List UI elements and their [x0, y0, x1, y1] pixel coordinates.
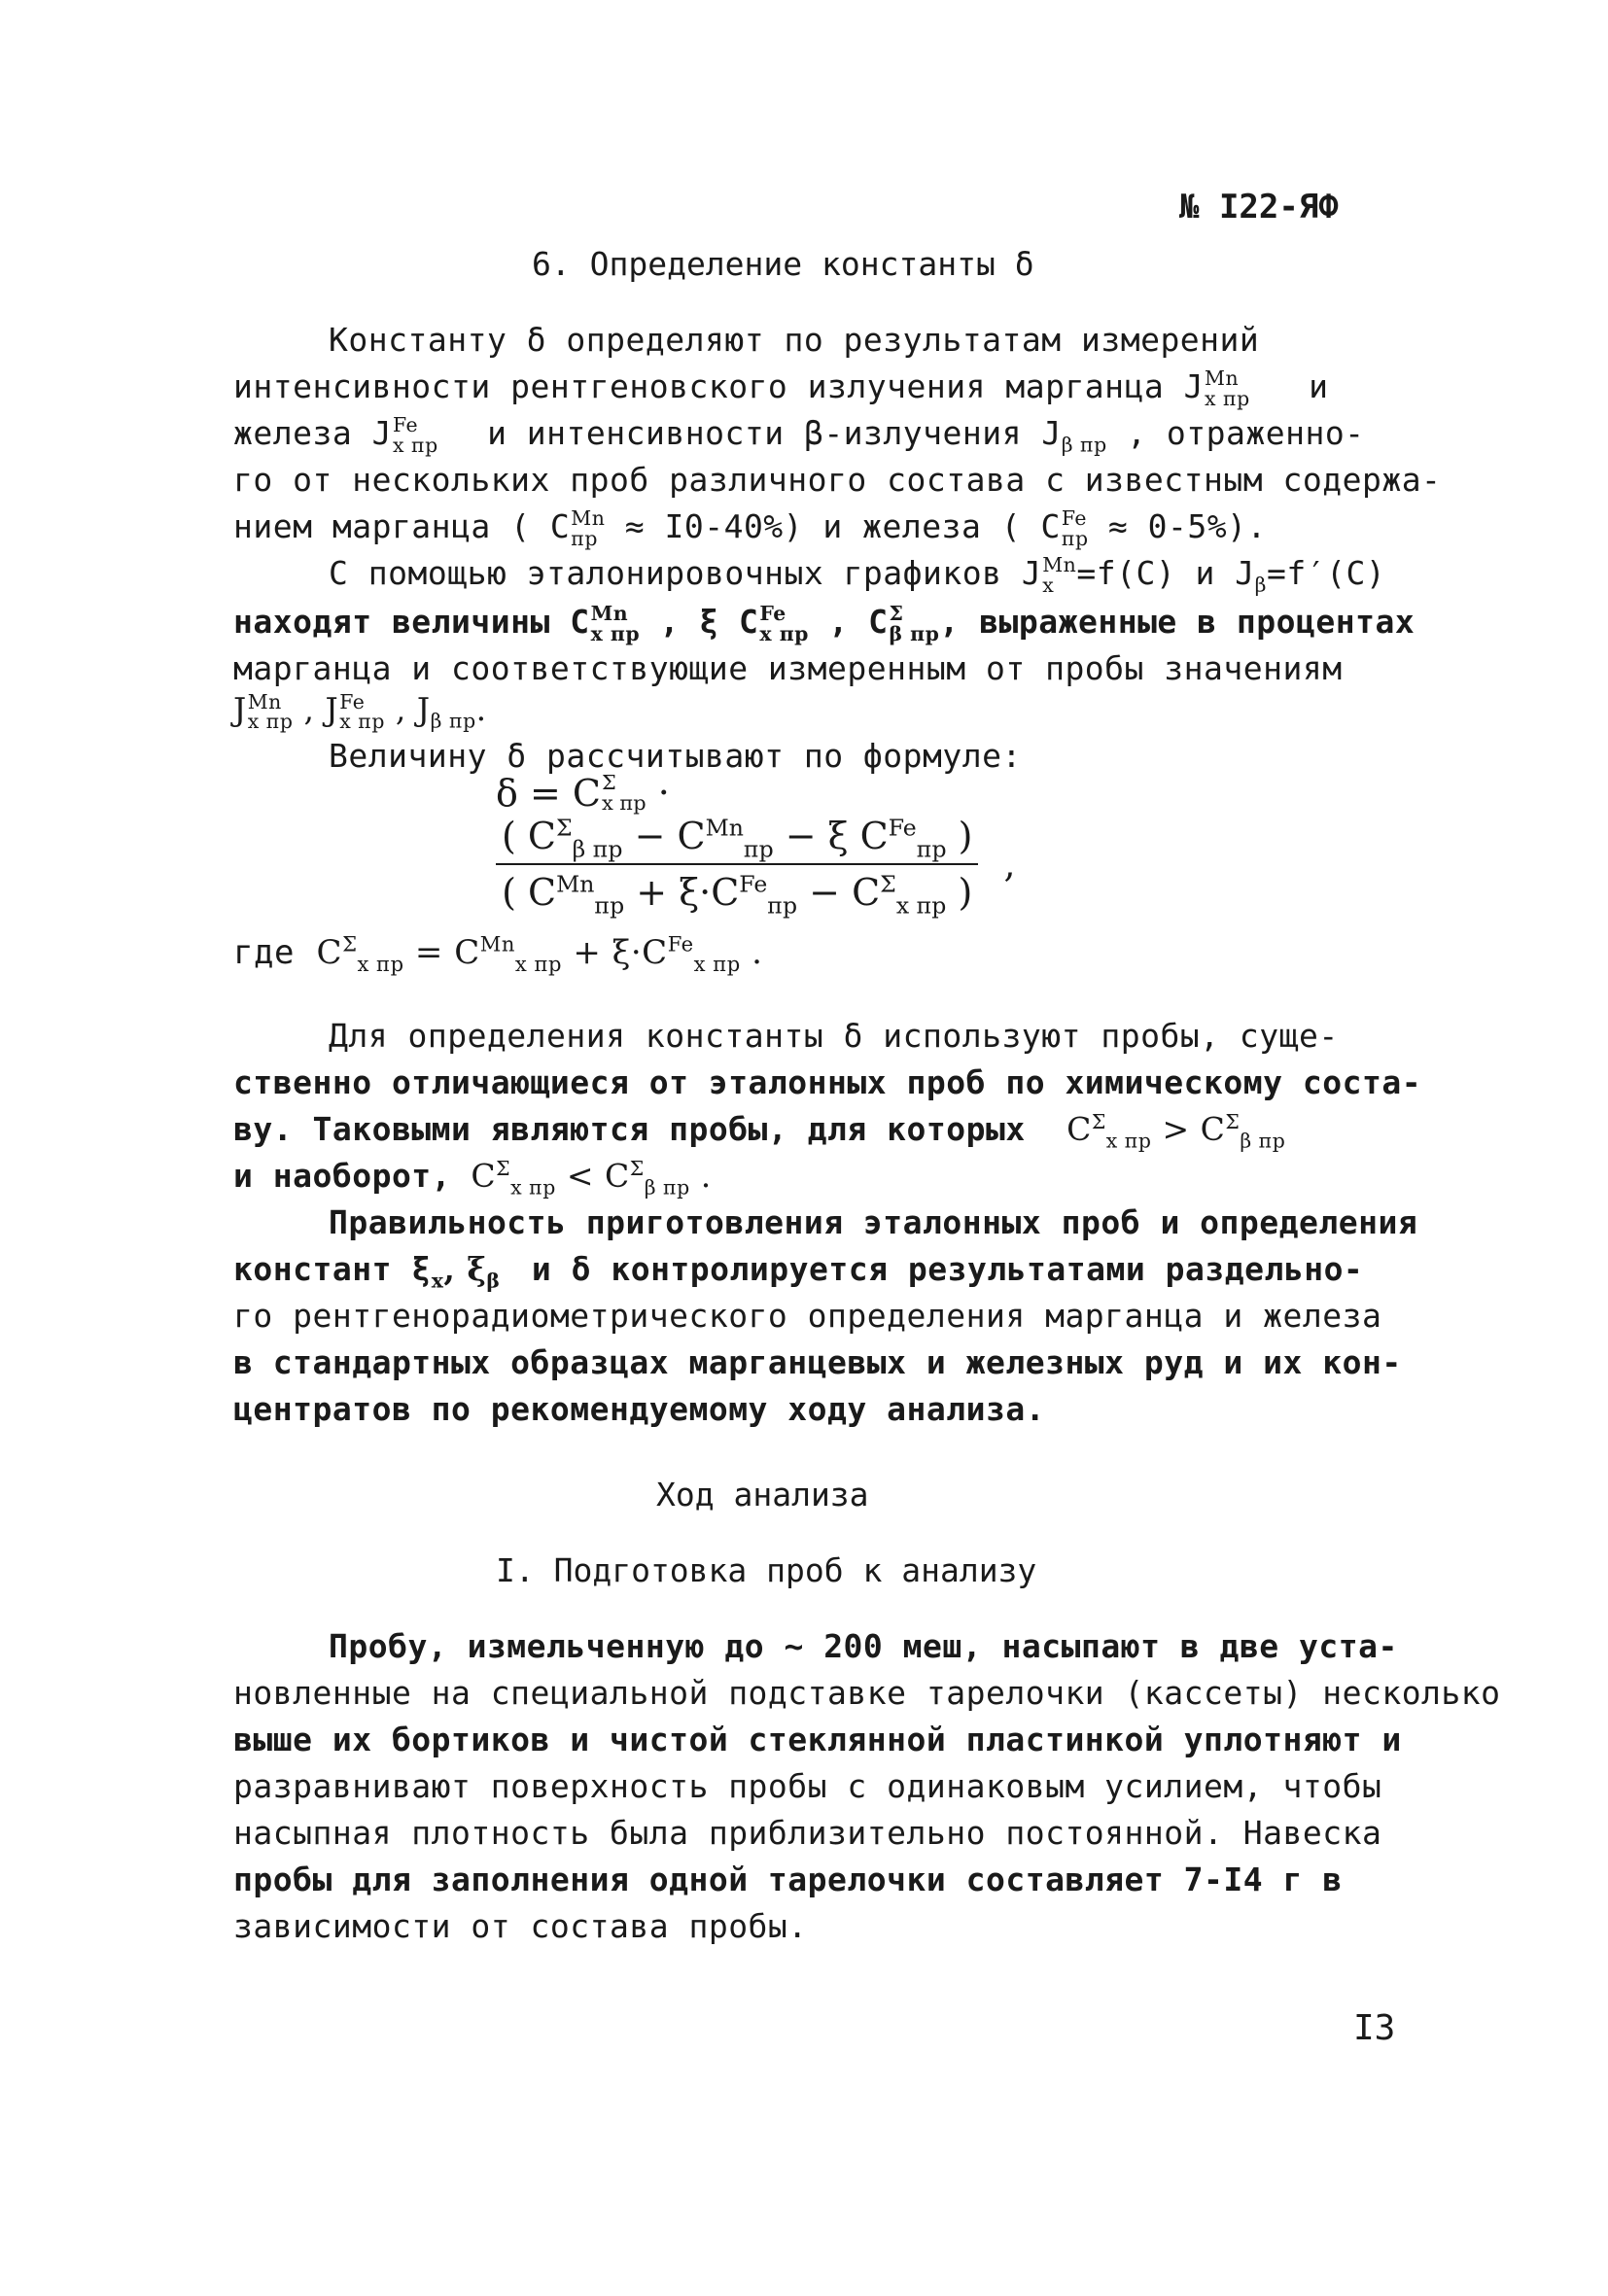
math-subsup: Mn x пр [1205, 366, 1250, 410]
text-line: Величину δ рассчитывают по формуле: [329, 737, 1022, 775]
text-line: находят величины C Mn x пр , ξ C Fe x пр , C Σ β пр , выраженные в процентах [233, 602, 1416, 645]
text-line: разравнивают поверхность пробы с одинаковым усилием, чтобы [233, 1767, 1382, 1805]
text-line: нием марганца ( C Mn пр ≈ I0-40%) и железа ( C Fe пр ≈ 0-5%). [233, 506, 1267, 550]
text-line: зависимости от состава пробы. [233, 1907, 808, 1945]
text-line: С помощью эталонировочных графиков J Mn x =f(C) и $J_\beta=f'(C)$ [329, 553, 1386, 597]
text-line: насыпная плотность была приблизительно постоянной. Навеска [233, 1814, 1382, 1852]
text-line: констант $\xi_x$, $\xi_\beta$ и δ контролируется результатами раздельно- [233, 1250, 1364, 1293]
text-line: и наоборот, $C^\Sigma_{x пр} < C^\Sigma_{\beta пр}$ . [233, 1157, 712, 1200]
text-line: железа J Fe x пр и интенсивности β-излучения $J_{\beta пр}$ , отраженно- [233, 413, 1365, 457]
text-line: Правильность приготовления эталонных проб и определения [329, 1203, 1418, 1241]
text-line: Константу δ определяют по результатам измерений [329, 321, 1260, 359]
text-line: Пробу, измельченную до ∼ 200 меш, насыпают в две уста- [329, 1627, 1398, 1665]
delta-formula: δ = C Σ x пр · $\frac{( C^\Sigma_{\beta пр} - C^{Mn}_{пр} - \xi C^{Fe}_{пр} )}{( C^{Mn}_{пр} + \xi\cdot C^{Fe}_{пр} - C^\Sigma_{x пр} )}$ , [496, 770, 1016, 920]
text-line: J Mn x пр , J Fe x пр , $J_{\beta пр}$. [233, 689, 487, 733]
text-line: марганца и соответствующие измеренным от пробы значениям [233, 649, 1343, 687]
text-line: го от нескольких проб различного состава с известным содержа- [233, 461, 1442, 499]
text-line: новленные на специальной подставке тарелочки (кассеты) несколько [233, 1674, 1501, 1712]
section-6-title: 6. Определение константы δ [532, 245, 1034, 283]
math-subsup: Fe x пр [392, 413, 438, 457]
document-number: № I22-ЯФ [1179, 188, 1339, 226]
text-line: центратов по рекомендуемому ходу анализа. [233, 1390, 1046, 1428]
where-line: где $C^\Sigma_{x пр} = C^{Mn}_{x пр} + \xi\cdot C^{Fe}_{x пр}$ . [233, 931, 763, 976]
text-line: интенсивности рентгеновского излучения марганца J Mn x пр и [233, 366, 1329, 410]
text-line: выше их бортиков и чистой стеклянной пластинкой уплотняют и [233, 1721, 1402, 1758]
math-subsup: Mn пр [571, 506, 606, 550]
page-number: I3 [1353, 2008, 1396, 2048]
text-line: ственно отличающиеся от эталонных проб по химическому соста- [233, 1063, 1422, 1101]
text-line: ву. Таковыми являются пробы, для которых $C^\Sigma_{x пр} > C^\Sigma_{\beta пр}$ [233, 1110, 1286, 1153]
text-line: пробы для заполнения одной тарелочки составляет 7-I4 г в [233, 1861, 1343, 1898]
math-subsup: Fe пр [1061, 506, 1089, 550]
formula-fraction: $\frac{( C^\Sigma_{\beta пр} - C^{Mn}_{пр} - \xi C^{Fe}_{пр} )}{( C^{Mn}_{пр} + \xi\cdot C^{Fe}_{пр} - C^\Sigma_{x пр} )}$ [496, 815, 978, 914]
section-heading: Ход анализа [656, 1476, 869, 1513]
text-line: Для определения константы δ используют пробы, суще- [329, 1017, 1339, 1055]
subsection-title: I. Подготовка проб к анализу [496, 1551, 1037, 1589]
text-line: в стандартных образцах марганцевых и железных руд и их кон- [233, 1343, 1402, 1381]
text-line: го рентгенорадиометрического определения марганца и железа [233, 1297, 1382, 1335]
